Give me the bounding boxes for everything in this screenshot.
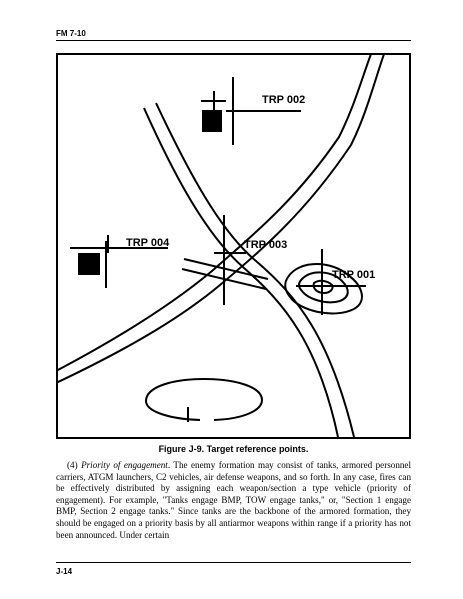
figure-caption: Figure J-9. Target reference points. [158, 444, 309, 454]
trp-003-label: TRP 003 [244, 239, 288, 251]
trp-001-label: TRP 001 [332, 269, 376, 281]
header-rule [56, 40, 411, 41]
page-header-label: FM 7-10 [56, 29, 86, 38]
paragraph-number: (4) [67, 460, 78, 470]
paragraph-text: . The enemy formation may consist of tanks, armored personnel carriers, ATGM launchers, C2 vehicles, air defense weapons, and so forth. In any case, fires can be effectively distributed by assigning each weapon/section a type vehicle (priority of engagement). For example, "Tanks engage BMP, TOW engage tanks," or, "Section 1 engage BMP, Section 2 engage tanks." Since tanks are the backbone of the armored formation, they should be engaged on a priority basis by all antiarmor weapons within range if a priority has not been announced. Under certain [56, 460, 411, 540]
trp-002-label: TRP 002 [262, 94, 306, 106]
footer-rule [56, 562, 411, 563]
trp-004-label: TRP 004 [126, 237, 170, 249]
page-number-label: J-14 [56, 567, 73, 576]
figure-drawing [56, 53, 411, 439]
target-reference-points-figure [56, 53, 411, 439]
paragraph-heading: Priority of engagement [81, 460, 168, 470]
body-paragraph [56, 460, 411, 541]
